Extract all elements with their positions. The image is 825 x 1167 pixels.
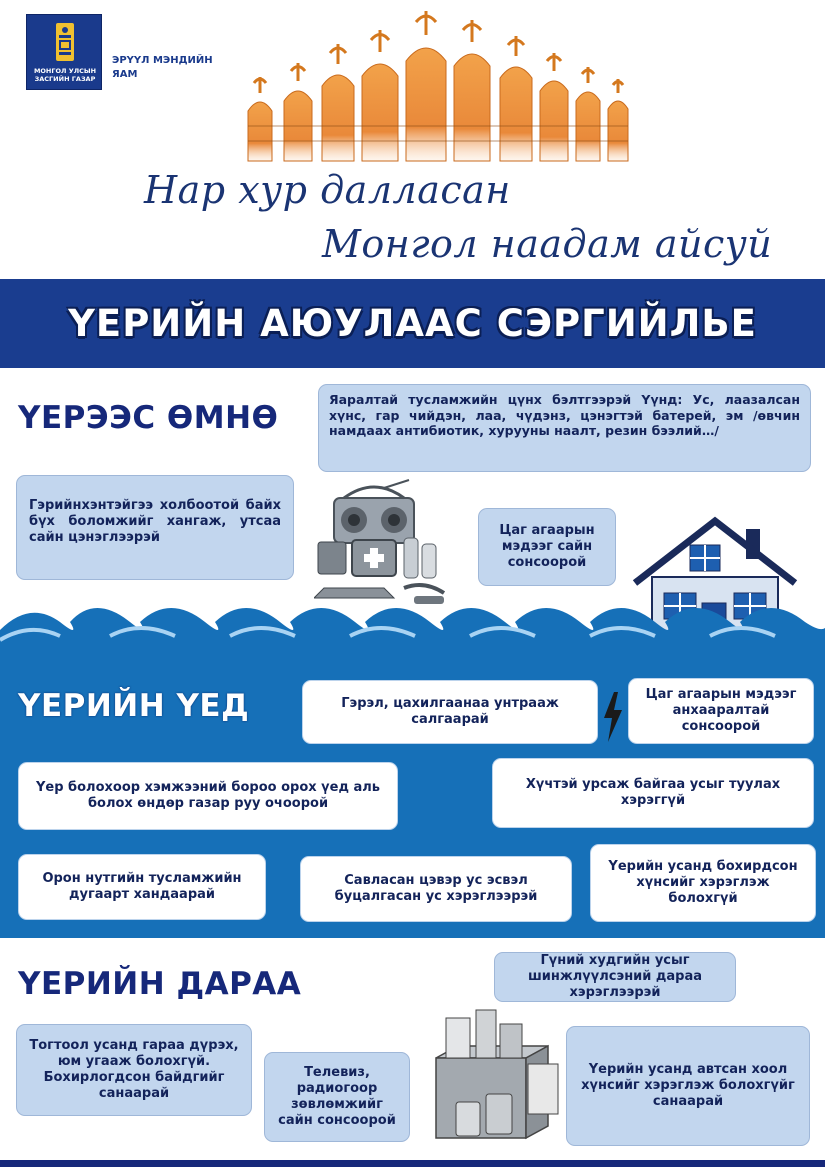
power-off-tip: Гэрэл, цахилгаанаа унтрааж салгаарай [302,680,598,744]
tv-radio-tip: Телевиз, радиогоор зөвлөмжийг сайн сонсоорой [264,1052,410,1142]
slogan-line-2: Монгол наадам айсуй [322,222,773,266]
local-hotline-tip: Орон нутгийн тусламжийн дугаарт хандаарай [18,854,266,920]
during-heading: ҮЕРИЙН ҮЕД [18,688,250,724]
naadam-flags-illustration [238,6,658,166]
flooded-food-tip: Үерийн усанд автсан хоол хүнсийг хэрэглэж болохгүйг санаарай [566,1026,810,1146]
weather-listen-tip: Цаг агаарын мэдээг сайн сонсоорой [478,508,616,586]
weather-alert-tip: Цаг агаарын мэдээг анхааралтай сонсоорой [628,678,814,744]
clean-water-tip: Савласан цэвэр ус эсвэл буцалгасан ус хэрэглээрэй [300,856,572,922]
family-contact-tip: Гэрийнхэнтэйгээ холбоотой байх бүх боломжийг хангаж, утсаа сайн цэнэглээрэй [16,475,294,580]
ministry-name: ЭРҮҮЛ МЭНДИЙН ЯАМ [112,55,213,80]
food-box-illustration [416,998,566,1148]
bottom-bar [0,1160,825,1167]
stagnant-water-tip: Тогтоол усанд гараа дүрэх, юм угааж болохгүй. Бохирлогдсон байдгийг санаарай [16,1024,252,1116]
logo-caption: МОНГОЛ УЛСЫН ЗАСГИЙН ГАЗАР [33,67,97,83]
contaminated-food-tip: Үерийн усанд бохирдсон хүнсийг хэрэглэж болохгүй [590,844,816,922]
soyombo-icon [54,21,76,63]
emergency-kit-tip: Яаралтай тусламжийн цүнх бэлтгээрэй Үүнд: Ус, лаазалсан хүнс, гар чийдэн, лаа, чүдэнз, цэнэгтэй батерей, эм /өвчин намдаах антибиотик, хурууны наалт, резин бээлий…/ [318,384,811,472]
flood-waves [0,592,825,662]
after-heading: ҮЕРИЙН ДАРАА [18,966,302,1002]
high-ground-tip: Үер болохоор хэмжээний бороо орох үед аль болох өндөр газар руу очоорой [18,762,398,830]
well-water-tip: Гүний худгийн усыг шинжлүүлсэний дараа хэрэглээрэй [494,952,736,1002]
banner-title: ҮЕРИЙН АЮУЛААС СЭРГИЙЛЬЕ [68,302,757,345]
slogan-line-1: Нар хур далласан [144,168,511,212]
strong-current-tip: Хүчтэй урсаж байгаа усыг туулах хэрэггүй [492,758,814,828]
before-heading: ҮЕРЭЭС ӨМНӨ [18,400,279,436]
lightning-icon [600,690,624,744]
government-logo [26,14,102,90]
title-banner [0,279,825,368]
